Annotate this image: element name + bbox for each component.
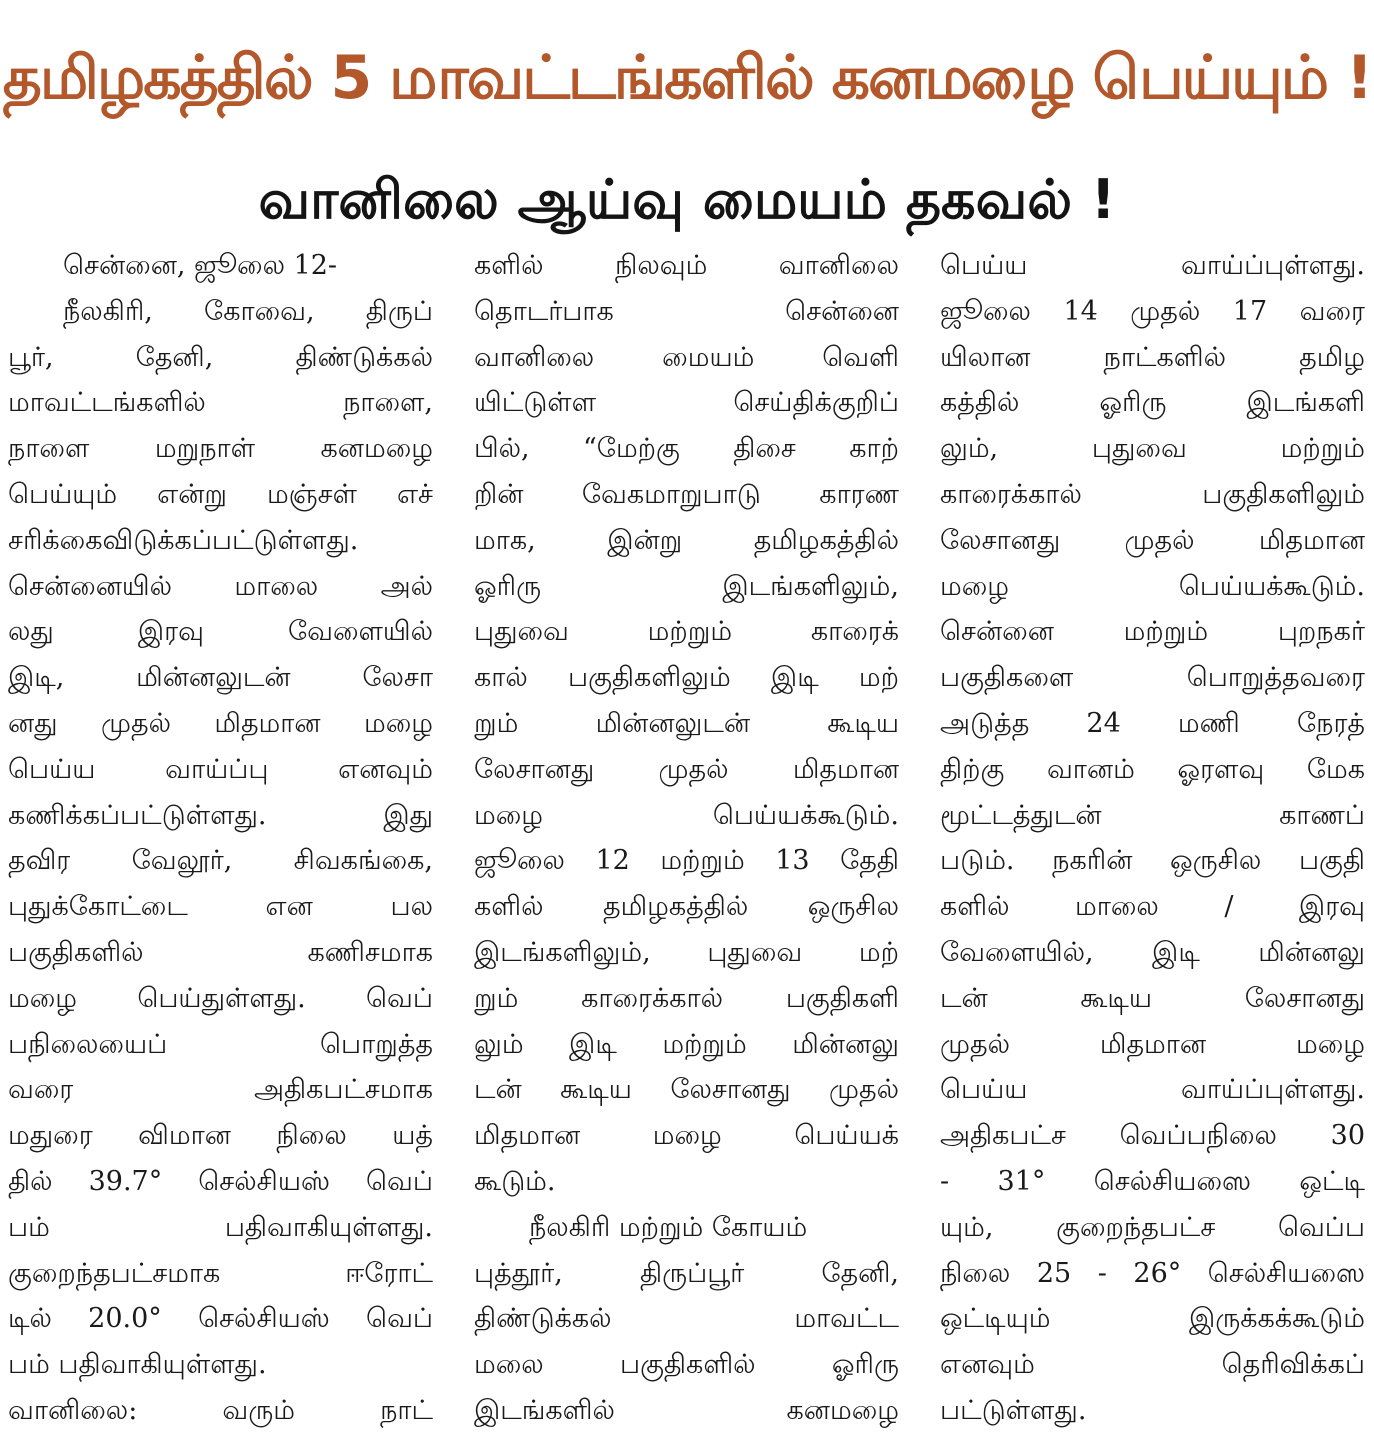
article-line: லும், புதுவை மற்றும் (940, 433, 1365, 465)
article-column-2 (474, 243, 899, 1438)
article-line: கணிக்கப்பட்டுள்ளது. இது (8, 799, 433, 831)
article-line: நீலகிரி, கோவை, திருப் (63, 295, 433, 327)
article-line: பெய்ய வாய்ப்பு எனவும் (8, 753, 433, 785)
article-line: றும் காரைக்கால் பகுதிகளி (474, 982, 899, 1014)
article-line: பெய்ய வாய்ப்புள்ளது. (940, 250, 1365, 281)
article-line: லேசானது முதல் மிதமான (474, 753, 899, 785)
article-line: லது இரவு வேளையில் (8, 616, 433, 648)
article-line: பூர், தேனி, திண்டுக்கல் (8, 341, 433, 373)
article-line: காரைக்கால் பகுதிகளிலும் (940, 478, 1365, 510)
article-line: புத்தூர், திருப்பூர் தேனி, (474, 1257, 899, 1289)
article-column-1 (8, 243, 433, 1438)
article-line: மழை பெய்யக்கூடும். (940, 570, 1365, 602)
article-line: தவிர வேலூர், சிவகங்கை, (8, 845, 433, 877)
article-line: கத்தில் ஓரிரு இடங்களி (940, 387, 1365, 419)
article-line: எனவும் தெரிவிக்கப் (940, 1349, 1365, 1381)
article-line: யிட்டுள்ள செய்திக்குறிப் (474, 387, 899, 419)
article-line: மிதமான மழை பெய்யக் (474, 1120, 899, 1152)
article-line: வானிலை: வரும் நாட் (8, 1394, 433, 1426)
article-line: களில் தமிழகத்தில் ஒருசில (474, 891, 899, 923)
article-line: றின் வேகமாறுபாடு காரண (474, 478, 899, 510)
article-line: டன் கூடிய லேசானது முதல் (474, 1074, 899, 1106)
article-line: மாக, இன்று தமிழகத்தில் (474, 524, 899, 556)
article-line: ஓரிரு இடங்களிலும், (474, 570, 899, 602)
article-line: வேளையில், இடி மின்னலு (940, 936, 1365, 968)
article-line: திற்கு வானம் ஓரளவு மேக (940, 753, 1365, 785)
article-line: டில் 20.0° செல்சியஸ் வெப் (8, 1303, 433, 1335)
article-line: பில், “மேற்கு திசை காற் (474, 433, 899, 465)
article-line: சென்னை, ஜூலை 12- (63, 250, 338, 281)
article-line: நீலகிரி மற்றும் கோயம் (529, 1211, 808, 1243)
article-line: பகுதிகளை பொறுத்தவரை (940, 662, 1365, 694)
article-line: லும் இடி மற்றும் மின்னலு (474, 1028, 899, 1060)
article-line: களில் மாலை / இரவு (940, 891, 1365, 923)
article-line: நாளை மறுநாள் கனமழை (8, 433, 433, 465)
article-line: யும், குறைந்தபட்ச வெப்ப (940, 1211, 1365, 1243)
article-line: இடங்களில் கனமழை (474, 1394, 899, 1426)
article-line: பட்டுள்ளது. (940, 1394, 1087, 1426)
article-line: இடி, மின்னலுடன் லேசா (8, 662, 433, 694)
article-column-3 (940, 243, 1365, 1438)
article-line: முதல் மிதமான மழை (940, 1028, 1365, 1060)
article-line: திண்டுக்கல் மாவட்ட (474, 1303, 899, 1335)
article-line: களில் நிலவும் வானிலை (474, 250, 899, 281)
article-line: குறைந்தபட்சமாக ஈரோட் (8, 1257, 433, 1289)
article-line: பெய்ய வாய்ப்புள்ளது. (940, 1074, 1365, 1106)
subheadline: வானிலை ஆய்வு மையம் தகவல் ! (258, 168, 1116, 231)
article-line: மலை பகுதிகளில் ஓரிரு (474, 1349, 899, 1381)
article-line: பம் பதிவாகியுள்ளது. (8, 1349, 267, 1381)
article-line: வானிலை மையம் வெளி (474, 341, 899, 373)
article-line: பம் பதிவாகியுள்ளது. (8, 1211, 433, 1243)
article-line: நிலை 25 - 26° செல்சியஸை (940, 1257, 1365, 1289)
article-line: டன் கூடிய லேசானது (940, 982, 1365, 1014)
article-line: மாவட்டங்களில் நாளை, (8, 387, 433, 419)
article-line: யிலான நாட்களில் தமிழ (940, 341, 1365, 373)
article-line: அதிகபட்ச வெப்பநிலை 30 (940, 1120, 1365, 1152)
article-line: றும் மின்னலுடன் கூடிய (474, 707, 899, 739)
article-line: இடங்களிலும், புதுவை மற் (474, 936, 899, 968)
article-line: மதுரை விமான நிலை யத் (8, 1120, 433, 1152)
article-line: லேசானது முதல் மிதமான (940, 524, 1365, 556)
article-line: புதுவை மற்றும் காரைக் (474, 616, 899, 648)
article-line: பெய்யும் என்று மஞ்சள் எச் (8, 478, 433, 510)
article-line: ஒட்டியும் இருக்கக்கூடும் (940, 1303, 1365, 1335)
article-line: கூடும். (474, 1165, 556, 1197)
article-line: மழை பெய்துள்ளது. வெப் (8, 982, 433, 1014)
article-line: சென்னை மற்றும் புறநகர் (940, 616, 1365, 648)
article-line: - 31° செல்சியஸை ஒட்டி (940, 1165, 1365, 1197)
article-line: பகுதிகளில் கணிசமாக (8, 936, 433, 968)
article-line: மூட்டத்துடன் காணப் (940, 799, 1365, 831)
article-line: புதுக்கோட்டை என பல (8, 891, 433, 923)
article-line: வரை அதிகபட்சமாக (8, 1074, 433, 1106)
article-line: ஜூலை 14 முதல் 17 வரை (940, 295, 1365, 327)
article-line: தில் 39.7° செல்சியஸ் வெப் (8, 1165, 433, 1197)
article-line: னது முதல் மிதமான மழை (8, 707, 433, 739)
article-line: மழை பெய்யக்கூடும். (474, 799, 899, 831)
article-line: சென்னையில் மாலை அல் (8, 570, 433, 602)
article-line: சரிக்கைவிடுக்கப்பட்டுள்ளது. (8, 524, 359, 556)
article-line: பநிலையைப் பொறுத்த (8, 1028, 433, 1060)
article-line: கால் பகுதிகளிலும் இடி மற் (474, 662, 899, 694)
article-line: ஜூலை 12 மற்றும் 13 தேதி (474, 845, 899, 877)
article-line: அடுத்த 24 மணி நேரத் (940, 707, 1365, 739)
article-line: தொடர்பாக சென்னை (474, 295, 899, 327)
headline: தமிழகத்தில் 5 மாவட்டங்களில் கனமழை பெய்யும் ! (2, 43, 1372, 113)
article-line: படும். நகரின் ஒருசில பகுதி (940, 845, 1365, 877)
